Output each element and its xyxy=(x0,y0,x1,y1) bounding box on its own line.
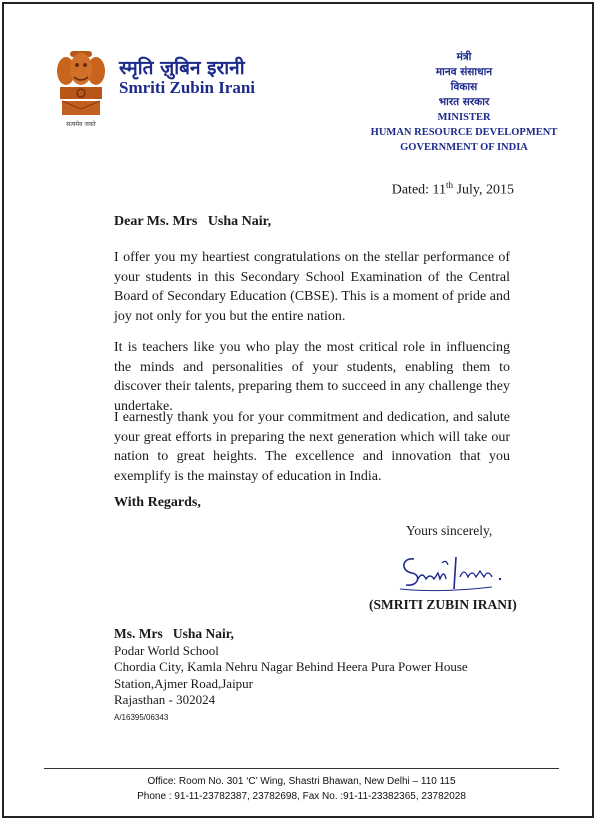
recipient-address xyxy=(114,626,468,709)
address-line: Rajasthan - 302024 xyxy=(114,692,216,707)
address-line: Chordia City, Kamla Nehru Nagar Behind Heera Pura Power House xyxy=(114,659,468,674)
body-paragraph: It is teachers like you who play the most critical role in influencing the minds and personalities of your students, enabling them to discover their talents, preparing them to succeed in any challenge they undertake. xyxy=(114,340,510,414)
designation-hindi-line: भारत सरकार xyxy=(438,96,490,108)
regards-line: With Regards, xyxy=(114,495,201,510)
designation-english-line: HUMAN RESOURCE DEVELOPMENT xyxy=(370,127,558,138)
footer-phone: Phone : 91-11-23782387, 23782698, Fax No. :91-11-23382365, 23782028 xyxy=(137,791,466,802)
date-suffix: July, 2015 xyxy=(453,182,514,198)
address-line: Podar World School xyxy=(114,642,219,658)
designation-english-line: MINISTER xyxy=(437,112,491,123)
date-superscript: th xyxy=(446,180,454,190)
reference-number: A/16395/06343 xyxy=(114,713,169,722)
address-line: Station,Ajmer Road,Jaipur xyxy=(114,675,254,691)
letter-page xyxy=(2,2,594,818)
letter-date xyxy=(392,180,514,199)
recipient-name: Ms. Mrs Usha Nair, xyxy=(114,626,234,641)
designation-hindi-line: मंत्री xyxy=(456,51,472,63)
salutation: Dear Ms. Mrs Usha Nair, xyxy=(114,214,272,229)
svg-text:सत्यमेव जयते: सत्यमेव जयते xyxy=(66,121,96,128)
footer xyxy=(44,774,559,804)
national-emblem-icon xyxy=(56,49,106,129)
minister-name-english: Smriti Zubin Irani xyxy=(119,78,256,97)
closing-line: Yours sincerely, xyxy=(406,523,493,538)
signer-name: (SMRITI ZUBIN IRANI) xyxy=(369,597,517,612)
handwritten-signature xyxy=(392,549,512,599)
minister-name-hindi: स्मृति ज़ुबिन इरानी xyxy=(119,57,245,79)
designation-hindi-line: विकास xyxy=(450,81,478,93)
footer-office: Office: Room No. 301 ‘C’ Wing, Shastri Bhawan, New Delhi – 110 115 xyxy=(147,776,456,787)
body-paragraph: I offer you my heartiest congratulations on the stellar performance of your students in this Secondary School Examination of the Central Board of Secondary Education (CBSE). This is a moment of pride and joy not only for you but the entire nation. xyxy=(114,250,510,324)
designation-hindi-line: मानव संसाधान xyxy=(435,66,493,78)
designation-english-line: GOVERNMENT OF INDIA xyxy=(400,142,528,153)
body-paragraph: I earnestly thank you for your commitment and dedication, and salute your great efforts in preparing the next generation which will take our nation to great heights. The excellence and innovation that you exemplify is the mainstay of education in India. xyxy=(114,410,510,484)
date-prefix: Dated: 11 xyxy=(391,182,447,198)
footer-divider xyxy=(44,768,559,769)
designation-block xyxy=(364,50,564,155)
